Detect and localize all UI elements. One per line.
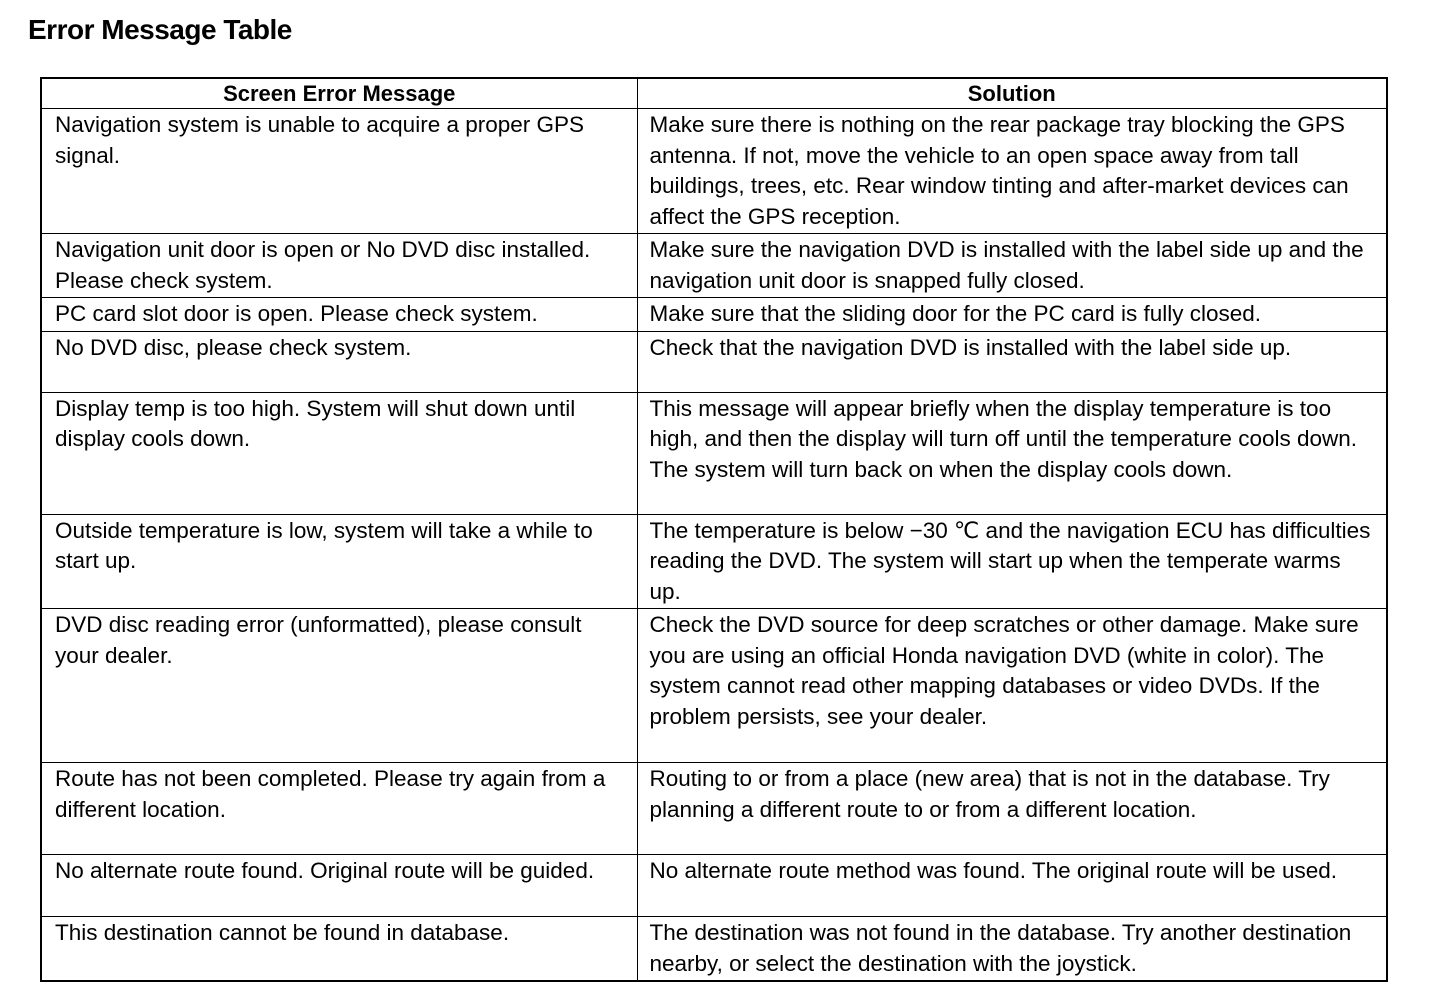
- solution-cell: No alternate route method was found. The original route will be used.: [637, 855, 1387, 917]
- column-header-screen-error-message: Screen Error Message: [41, 78, 637, 109]
- error-message-cell: No alternate route found. Original route will be guided.: [41, 855, 637, 917]
- error-message-cell: No DVD disc, please check system.: [41, 331, 637, 392]
- table-row: [41, 514, 1387, 609]
- solution-cell: Check the DVD source for deep scratches or other damage. Make sure you are using an official Honda navigation DVD (white in color). The system cannot read other mapping databases or video DVDs. If the problem persists, see your dealer.: [637, 609, 1387, 763]
- table-header-row: [41, 78, 1387, 109]
- page-title: Error Message Table: [28, 14, 292, 45]
- table-row: [41, 763, 1387, 855]
- table-row: [41, 234, 1387, 298]
- solution-cell: Routing to or from a place (new area) that is not in the database. Try planning a different route to or from a different location.: [637, 763, 1387, 855]
- error-message-table: [40, 77, 1388, 982]
- table-row: [41, 331, 1387, 392]
- error-message-cell: This destination cannot be found in database.: [41, 917, 637, 982]
- table-row: [41, 109, 1387, 234]
- solution-cell: Make sure the navigation DVD is installed with the label side up and the navigation unit door is snapped fully closed.: [637, 234, 1387, 298]
- solution-cell: Make sure there is nothing on the rear package tray blocking the GPS antenna. If not, move the vehicle to an open space away from tall buildings, trees, etc. Rear window tinting and after-market devices can affect the GPS reception.: [637, 109, 1387, 234]
- table-row: [41, 392, 1387, 514]
- solution-cell: Make sure that the sliding door for the PC card is fully closed.: [637, 298, 1387, 332]
- column-header-solution: Solution: [637, 78, 1387, 109]
- error-message-cell: Display temp is too high. System will shut down until display cools down.: [41, 392, 637, 514]
- solution-cell: The destination was not found in the database. Try another destination nearby, or select the destination with the joystick.: [637, 917, 1387, 982]
- table-row: [41, 298, 1387, 332]
- table-row: [41, 917, 1387, 982]
- solution-cell: The temperature is below −30 ℃ and the navigation ECU has difficulties reading the DVD. The system will start up when the temperate warms up.: [637, 514, 1387, 609]
- error-message-cell: PC card slot door is open. Please check system.: [41, 298, 637, 332]
- error-message-cell: Navigation system is unable to acquire a proper GPS signal.: [41, 109, 637, 234]
- table-row: [41, 855, 1387, 917]
- error-message-cell: Route has not been completed. Please try again from a different location.: [41, 763, 637, 855]
- table-row: [41, 609, 1387, 763]
- solution-cell: This message will appear briefly when the display temperature is too high, and then the display will turn off until the temperature cools down. The system will turn back on when the display cools down.: [637, 392, 1387, 514]
- error-message-cell: DVD disc reading error (unformatted), please consult your dealer.: [41, 609, 637, 763]
- error-message-cell: Navigation unit door is open or No DVD disc installed. Please check system.: [41, 234, 637, 298]
- error-message-cell: Outside temperature is low, system will take a while to start up.: [41, 514, 637, 609]
- solution-cell: Check that the navigation DVD is installed with the label side up.: [637, 331, 1387, 392]
